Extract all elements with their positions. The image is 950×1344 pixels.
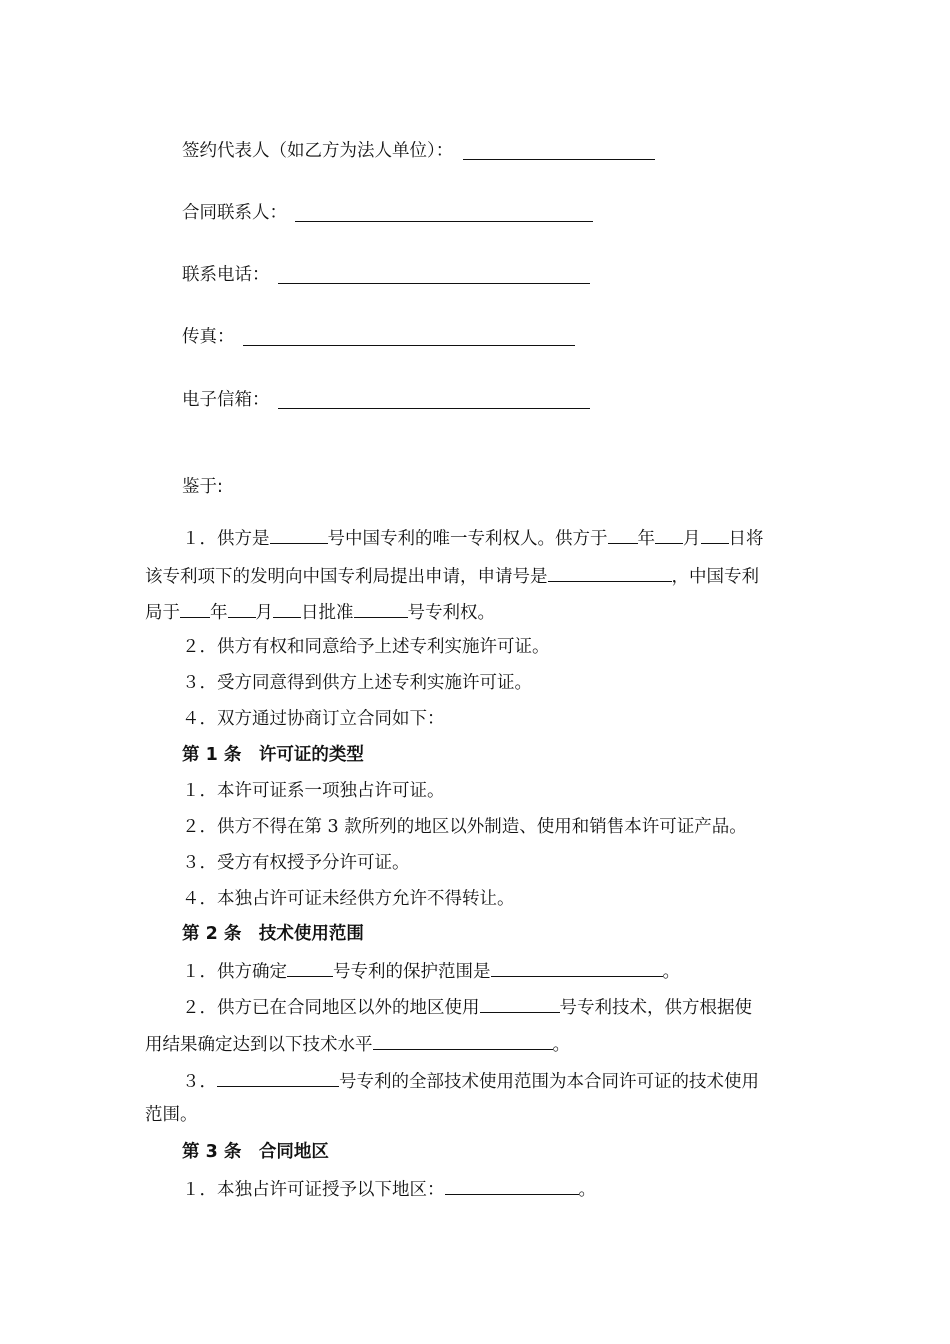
- text: 月: [255, 603, 273, 623]
- article1-item3: ３．受方有权授予分许可证。: [182, 853, 410, 873]
- text: 。: [662, 962, 680, 982]
- fax-blank: [243, 325, 575, 346]
- article1-item2: ２．供方不得在第 3 款所列的地区以外制造、使用和销售本许可证产品。: [182, 817, 747, 837]
- text: ，中国专利: [671, 567, 759, 587]
- text: ３．: [182, 1072, 217, 1092]
- text: 用结果确定达到以下技术水平: [145, 1035, 373, 1055]
- scope-patent-blank: [287, 958, 333, 977]
- tech-level-blank: [373, 1031, 553, 1050]
- text: 号专利的保护范围是: [333, 962, 491, 982]
- phone-line: [182, 263, 590, 287]
- whereas-heading: 鉴于:: [182, 477, 223, 497]
- approve-month-blank: [228, 599, 256, 618]
- article1-title: 第 1 条 许可证的类型: [182, 745, 364, 765]
- article2-item3-line1: [182, 1068, 759, 1094]
- email-line: [182, 388, 590, 412]
- month-blank: [655, 525, 683, 544]
- article2-title: 第 2 条 技术使用范围: [182, 924, 364, 944]
- contact-person-line: [182, 201, 593, 225]
- article2-item2-line2: [145, 1031, 570, 1057]
- text: 年: [637, 529, 655, 549]
- approve-patent-blank: [354, 599, 408, 618]
- text: １．供方确定: [182, 962, 287, 982]
- article2-item3-line2: 范围。: [145, 1105, 198, 1125]
- text: 号专利的全部技术使用范围为本合同许可证的技术使用: [339, 1072, 759, 1092]
- whereas-item2: ２．供方有权和同意给予上述专利实施许可证。: [182, 637, 550, 657]
- fax-label: 传真：: [182, 327, 235, 347]
- email-label: 电子信箱：: [182, 390, 270, 410]
- contact-person-label: 合同联系人：: [182, 203, 287, 223]
- text: １．供方是: [182, 529, 270, 549]
- text: ２．供方已在合同地区以外的地区使用: [182, 998, 480, 1018]
- patent-no-blank: [270, 525, 328, 544]
- territory-blank: [445, 1176, 579, 1195]
- text: 该专利项下的发明向中国专利局提出申请，申请号是: [145, 567, 548, 587]
- article1-item1: １．本许可证系一项独占许可证。: [182, 781, 445, 801]
- scope-blank: [491, 958, 663, 977]
- whereas-item1-line2: [145, 563, 759, 589]
- used-patent-blank: [480, 994, 560, 1013]
- signatory-label: 签约代表人（如乙方为法人单位）：: [182, 141, 454, 161]
- contact-person-blank: [295, 201, 593, 222]
- whereas-item1-line1: [182, 525, 764, 551]
- text: 月: [683, 529, 701, 549]
- whereas-item3: ３．受方同意得到供方上述专利实施许可证。: [182, 673, 532, 693]
- application-no-blank: [548, 563, 672, 582]
- full-scope-patent-blank: [217, 1068, 339, 1087]
- article2-item2-line1: [182, 994, 752, 1020]
- text: 号专利技术，供方根据使: [559, 998, 752, 1018]
- whereas-item1-line3: [145, 599, 495, 625]
- signatory-blank: [463, 139, 655, 160]
- article3-item1: [182, 1176, 596, 1202]
- text: 号中国专利的唯一专利权人。供方于: [327, 529, 608, 549]
- text: 年: [210, 603, 228, 623]
- text: １．本独占许可证授予以下地区：: [182, 1180, 445, 1200]
- fax-line: [182, 325, 575, 349]
- article3-title: 第 3 条 合同地区: [182, 1142, 329, 1162]
- year-blank: [608, 525, 638, 544]
- text: 日将: [728, 529, 764, 549]
- text: 日批准: [301, 603, 354, 623]
- email-blank: [278, 388, 590, 409]
- phone-label: 联系电话：: [182, 265, 270, 285]
- approve-day-blank: [273, 599, 301, 618]
- whereas-item4: ４．双方通过协商订立合同如下：: [182, 709, 445, 729]
- day-blank: [701, 525, 729, 544]
- phone-blank: [278, 263, 590, 284]
- text: 。: [578, 1180, 596, 1200]
- article2-item1: [182, 958, 680, 984]
- signatory-line: [182, 139, 655, 163]
- approve-year-blank: [180, 599, 210, 618]
- text: 局于: [145, 603, 180, 623]
- text: 。: [552, 1035, 570, 1055]
- text: 号专利权。: [407, 603, 495, 623]
- article1-item4: ４．本独占许可证未经供方允许不得转让。: [182, 889, 515, 909]
